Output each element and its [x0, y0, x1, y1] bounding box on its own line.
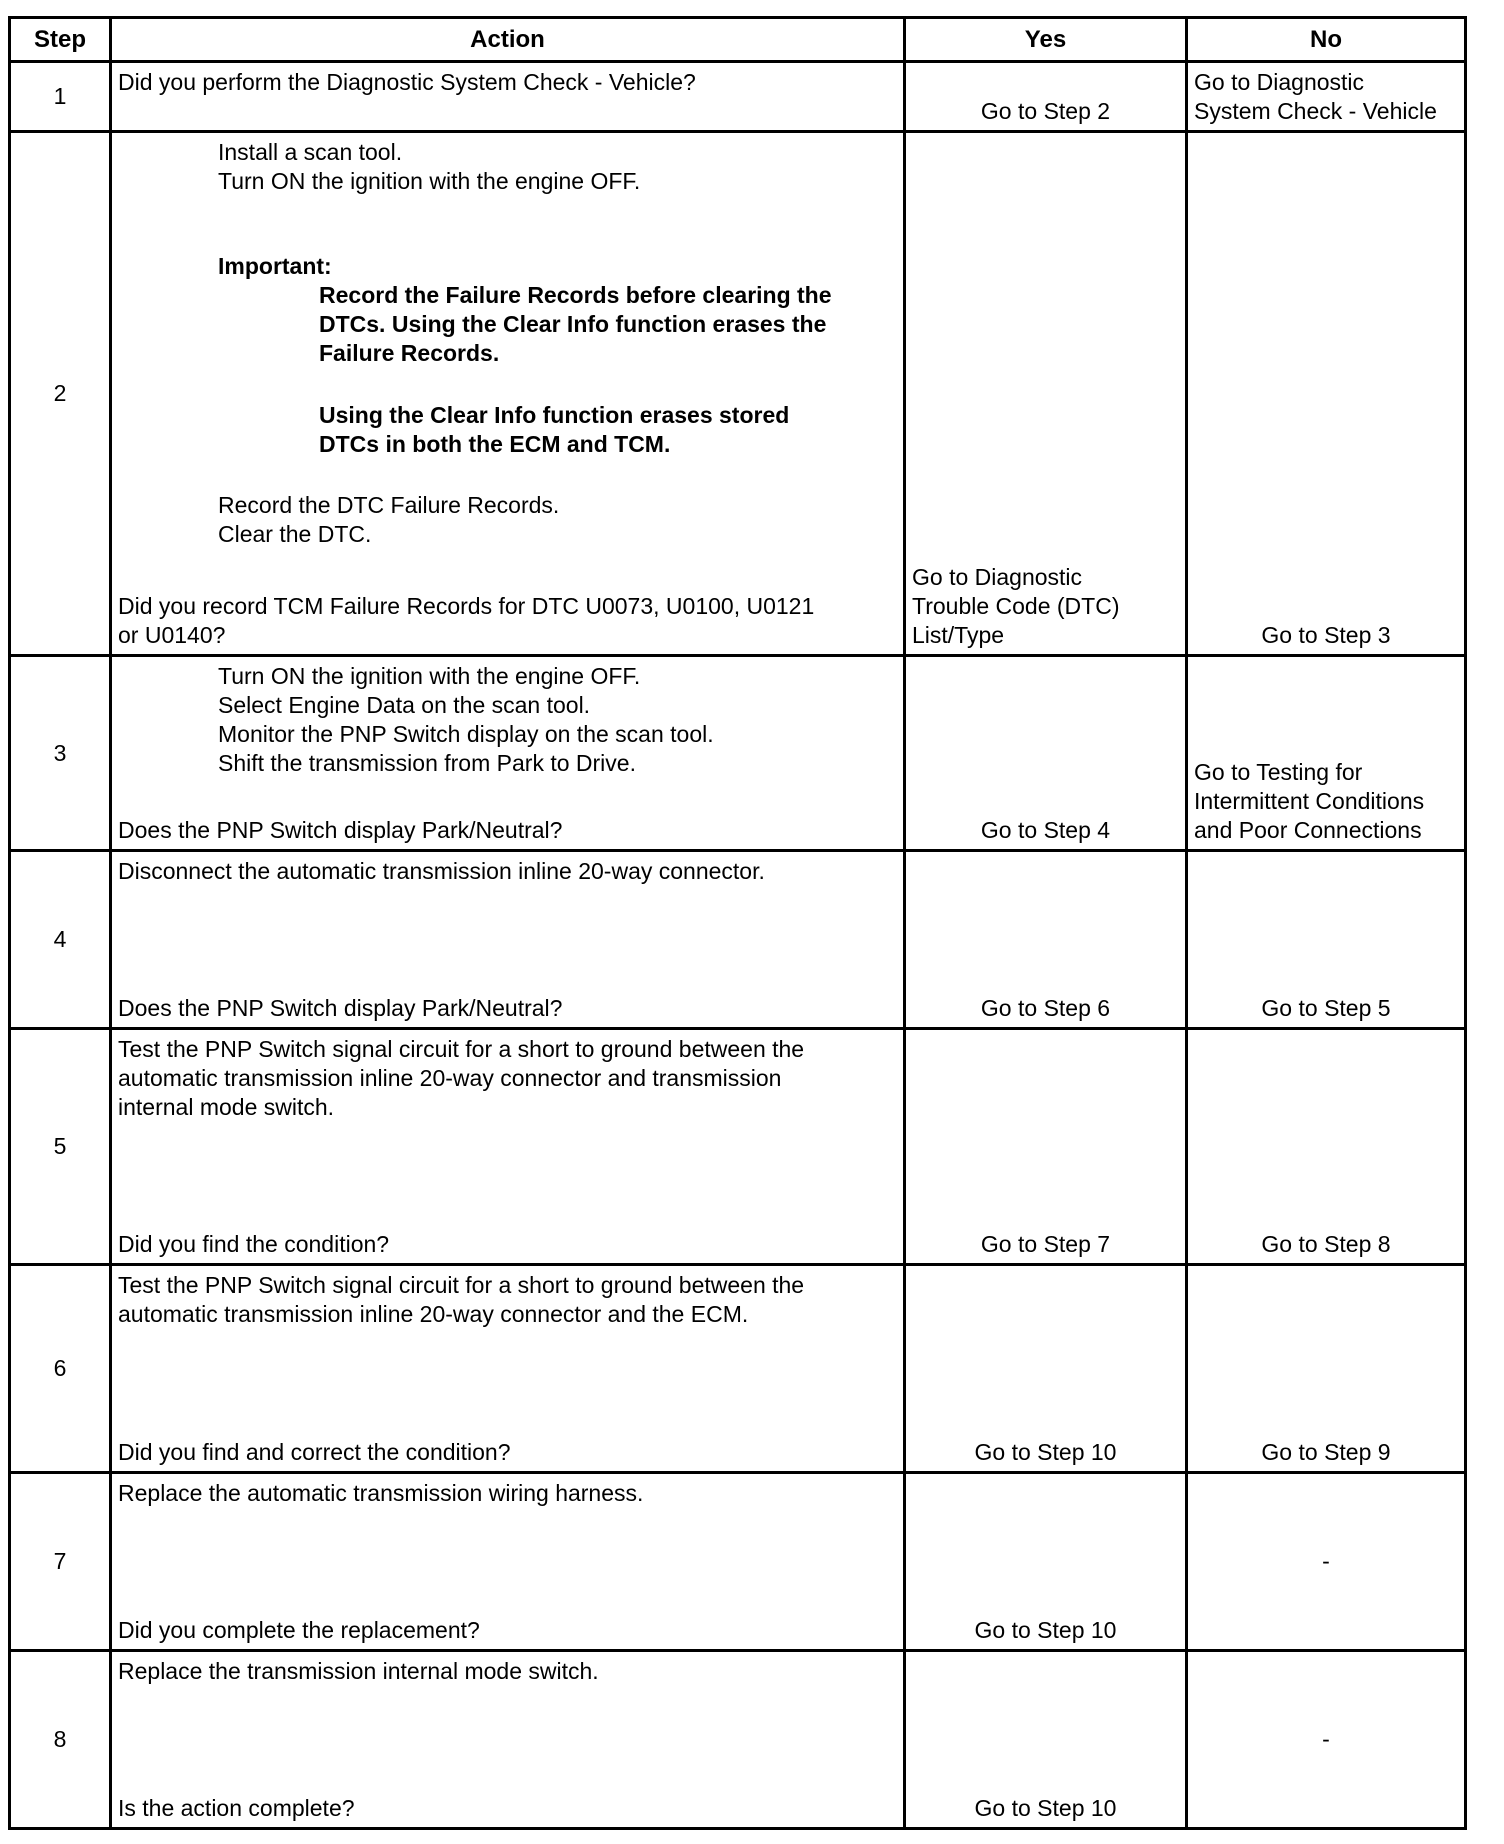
no-text: - — [1322, 1726, 1330, 1752]
header-yes: Yes — [903, 16, 1185, 60]
action-cell — [109, 60, 903, 130]
question-text: Did you find the condition? — [118, 1231, 390, 1257]
yes-cell — [903, 654, 1185, 849]
step-number: 5 — [8, 1027, 109, 1263]
step-number: 3 — [8, 654, 109, 849]
yes-cell — [903, 1471, 1185, 1649]
action-cell — [109, 1471, 903, 1649]
yes-text: Go to Step 6 — [980, 995, 1111, 1021]
no-text: - — [1322, 1548, 1330, 1574]
question-text: or U0140? — [118, 622, 226, 648]
important-label: Important: — [218, 253, 332, 279]
action-line: Replace the transmission internal mode switch. — [118, 1658, 599, 1684]
action-line: Test the PNP Switch signal circuit for a short to ground between the — [118, 1272, 805, 1298]
no-text: Go to Step 9 — [1261, 1439, 1391, 1465]
action-line: Clear the DTC. — [218, 521, 372, 547]
action-line: Select Engine Data on the scan tool. — [218, 692, 591, 718]
header-step: Step — [8, 16, 109, 60]
action-cell — [109, 1263, 903, 1471]
step-number: 8 — [8, 1649, 109, 1827]
no-cell — [1185, 130, 1467, 654]
yes-text: Go to Step 2 — [980, 98, 1111, 124]
table-bottom-border — [8, 1827, 1467, 1830]
action-line: Turn ON the ignition with the engine OFF. — [218, 168, 641, 194]
action-line: Monitor the PNP Switch display on the scan tool. — [218, 721, 714, 747]
question-text: Does the PNP Switch display Park/Neutral? — [118, 817, 563, 843]
action-line: Record the DTC Failure Records. — [218, 492, 560, 518]
no-cell — [1185, 1471, 1467, 1649]
no-cell — [1185, 1027, 1467, 1263]
important-note: Using the Clear Info function erases stored — [319, 402, 790, 428]
no-cell — [1185, 1263, 1467, 1471]
step-number: 7 — [8, 1471, 109, 1649]
no-cell — [1185, 60, 1467, 130]
yes-text: Go to Step 4 — [980, 817, 1111, 843]
no-text: Go to Diagnostic — [1194, 69, 1365, 95]
no-text: System Check - Vehicle — [1194, 98, 1437, 124]
table-row-step-3 — [8, 654, 1464, 849]
yes-text: Go to Step 7 — [980, 1231, 1111, 1257]
no-cell — [1185, 654, 1467, 849]
table-row-step-5 — [8, 1027, 1464, 1263]
no-text: Go to Step 3 — [1261, 622, 1391, 648]
action-cell — [109, 849, 903, 1027]
no-text: Intermittent Conditions — [1194, 788, 1425, 814]
yes-text: List/Type — [912, 622, 1005, 648]
important-note: DTCs. Using the Clear Info function erases the — [319, 311, 827, 337]
question-text: Did you perform the Diagnostic System Check - Vehicle? — [118, 69, 696, 95]
question-text: Did you complete the replacement? — [118, 1617, 480, 1643]
important-note: Failure Records. — [319, 340, 500, 366]
yes-text: Trouble Code (DTC) — [912, 593, 1120, 619]
no-cell — [1185, 849, 1467, 1027]
yes-cell — [903, 1263, 1185, 1471]
action-line: automatic transmission inline 20-way connector and the ECM. — [118, 1301, 749, 1327]
action-line: Turn ON the ignition with the engine OFF. — [218, 663, 641, 689]
action-line: Test the PNP Switch signal circuit for a short to ground between the — [118, 1036, 805, 1062]
yes-cell — [903, 849, 1185, 1027]
table-row-step-6 — [8, 1263, 1464, 1471]
table-row-step-1 — [8, 60, 1464, 130]
yes-cell — [903, 1027, 1185, 1263]
table-row-step-4 — [8, 849, 1464, 1027]
step-number: 1 — [8, 60, 109, 130]
yes-text: Go to Step 10 — [974, 1439, 1117, 1465]
action-line: internal mode switch. — [118, 1094, 335, 1120]
question-text: Is the action complete? — [118, 1795, 355, 1821]
action-line: Replace the automatic transmission wiring harness. — [118, 1480, 644, 1506]
no-cell — [1185, 1649, 1467, 1827]
table-row-step-2 — [8, 130, 1464, 654]
question-text: Does the PNP Switch display Park/Neutral? — [118, 995, 563, 1021]
question-text: Did you find and correct the condition? — [118, 1439, 511, 1465]
question-text: Did you record TCM Failure Records for DTC U0073, U0100, U0121 — [118, 593, 815, 619]
yes-cell — [903, 130, 1185, 654]
no-text: Go to Testing for — [1194, 759, 1363, 785]
header-action: Action — [109, 16, 903, 60]
action-line: Shift the transmission from Park to Drive. — [218, 750, 636, 776]
action-cell — [109, 1649, 903, 1827]
action-line: Install a scan tool. — [218, 139, 403, 165]
action-cell — [109, 130, 903, 654]
step-number: 6 — [8, 1263, 109, 1471]
yes-text: Go to Step 10 — [974, 1617, 1117, 1643]
important-note: DTCs in both the ECM and TCM. — [319, 431, 671, 457]
table-row-step-8 — [8, 1649, 1464, 1827]
yes-cell — [903, 60, 1185, 130]
action-cell — [109, 1027, 903, 1263]
yes-cell — [903, 1649, 1185, 1827]
yes-text: Go to Step 10 — [974, 1795, 1117, 1821]
action-cell — [109, 654, 903, 849]
action-line: Disconnect the automatic transmission inline 20-way connector. — [118, 858, 765, 884]
yes-text: Go to Diagnostic — [912, 564, 1083, 590]
action-line: automatic transmission inline 20-way connector and transmission — [118, 1065, 782, 1091]
step-number: 2 — [8, 130, 109, 654]
no-text: and Poor Connections — [1194, 817, 1422, 843]
step-number: 4 — [8, 849, 109, 1027]
no-text: Go to Step 5 — [1261, 995, 1391, 1021]
no-text: Go to Step 8 — [1261, 1231, 1391, 1257]
table-row-step-7 — [8, 1471, 1464, 1649]
important-note: Record the Failure Records before clearing the — [319, 282, 832, 308]
header-row — [8, 16, 1464, 60]
header-no: No — [1185, 16, 1467, 60]
